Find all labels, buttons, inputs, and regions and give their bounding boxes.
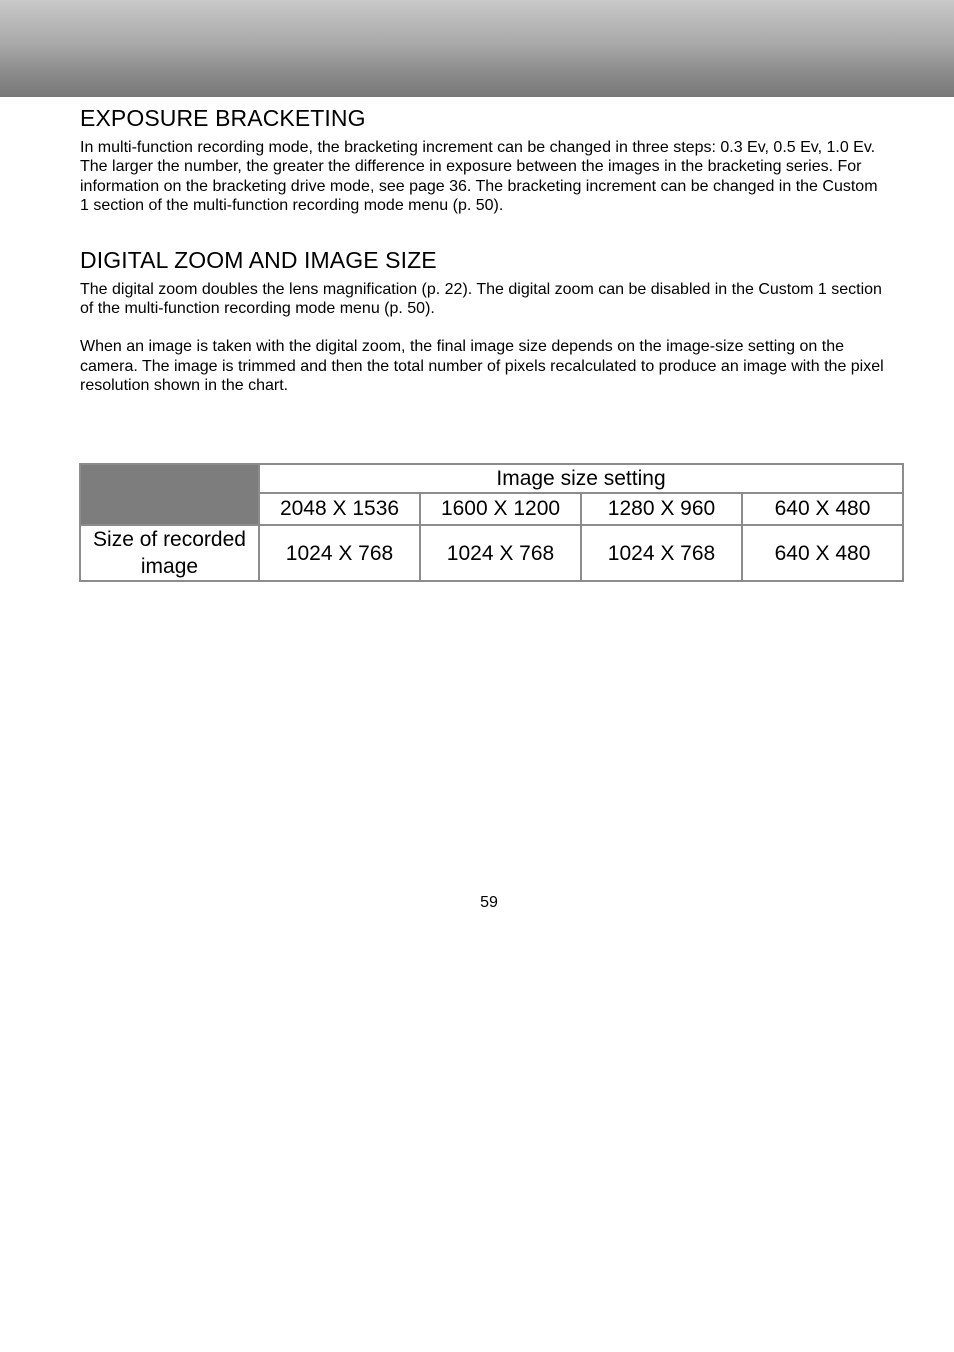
table-cell-setting: 1280 X 960 bbox=[581, 493, 742, 525]
page-content bbox=[80, 104, 890, 396]
paragraph: In multi-function recording mode, the bracketing increment can be changed in three steps: 0.3 Ev, 0.5 Ev, 1.0 Ev. The larger the number, the greater the difference in exposure between the images in the bracketing series. For information on the bracketing drive mode, see page 36. The bracketing increment can be changed in the Custom 1 section of the multi-function recording mode menu (p. 50). bbox=[80, 139, 878, 215]
table-cell-recorded: 640 X 480 bbox=[742, 525, 903, 581]
table-cell-setting: 640 X 480 bbox=[742, 493, 903, 525]
image-size-table bbox=[79, 463, 904, 582]
table-cell-recorded: 1024 X 768 bbox=[581, 525, 742, 581]
table-header-row bbox=[80, 464, 903, 493]
section-exposure-bracketing bbox=[80, 104, 890, 216]
table-row-recorded bbox=[80, 525, 903, 581]
section-title: DIGITAL ZOOM AND IMAGE SIZE bbox=[80, 246, 437, 273]
table-cell-setting: 1600 X 1200 bbox=[420, 493, 581, 525]
table-header-cell: Image size setting bbox=[259, 464, 903, 493]
header-band bbox=[0, 0, 954, 97]
section-digital-zoom bbox=[80, 246, 890, 396]
page-number: 59 bbox=[480, 894, 498, 911]
table-cell-recorded: 1024 X 768 bbox=[420, 525, 581, 581]
paragraph: When an image is taken with the digital zoom, the final image size depends on the image-size setting on the camera. The image is trimmed and then the total number of pixels recalculated to produce an image with the pixel resolution shown in the chart. bbox=[80, 338, 884, 395]
table-cell-setting: 2048 X 1536 bbox=[259, 493, 420, 525]
table-cell-recorded: 1024 X 768 bbox=[259, 525, 420, 581]
table-row-label: Size of recorded image bbox=[80, 525, 259, 581]
section-title: EXPOSURE BRACKETING bbox=[80, 105, 366, 131]
paragraph: The digital zoom doubles the lens magnification (p. 22). The digital zoom can be disabled in the Custom 1 section of the multi-function recording mode menu (p. 50). bbox=[80, 280, 882, 318]
table-corner-cell bbox=[80, 464, 259, 525]
